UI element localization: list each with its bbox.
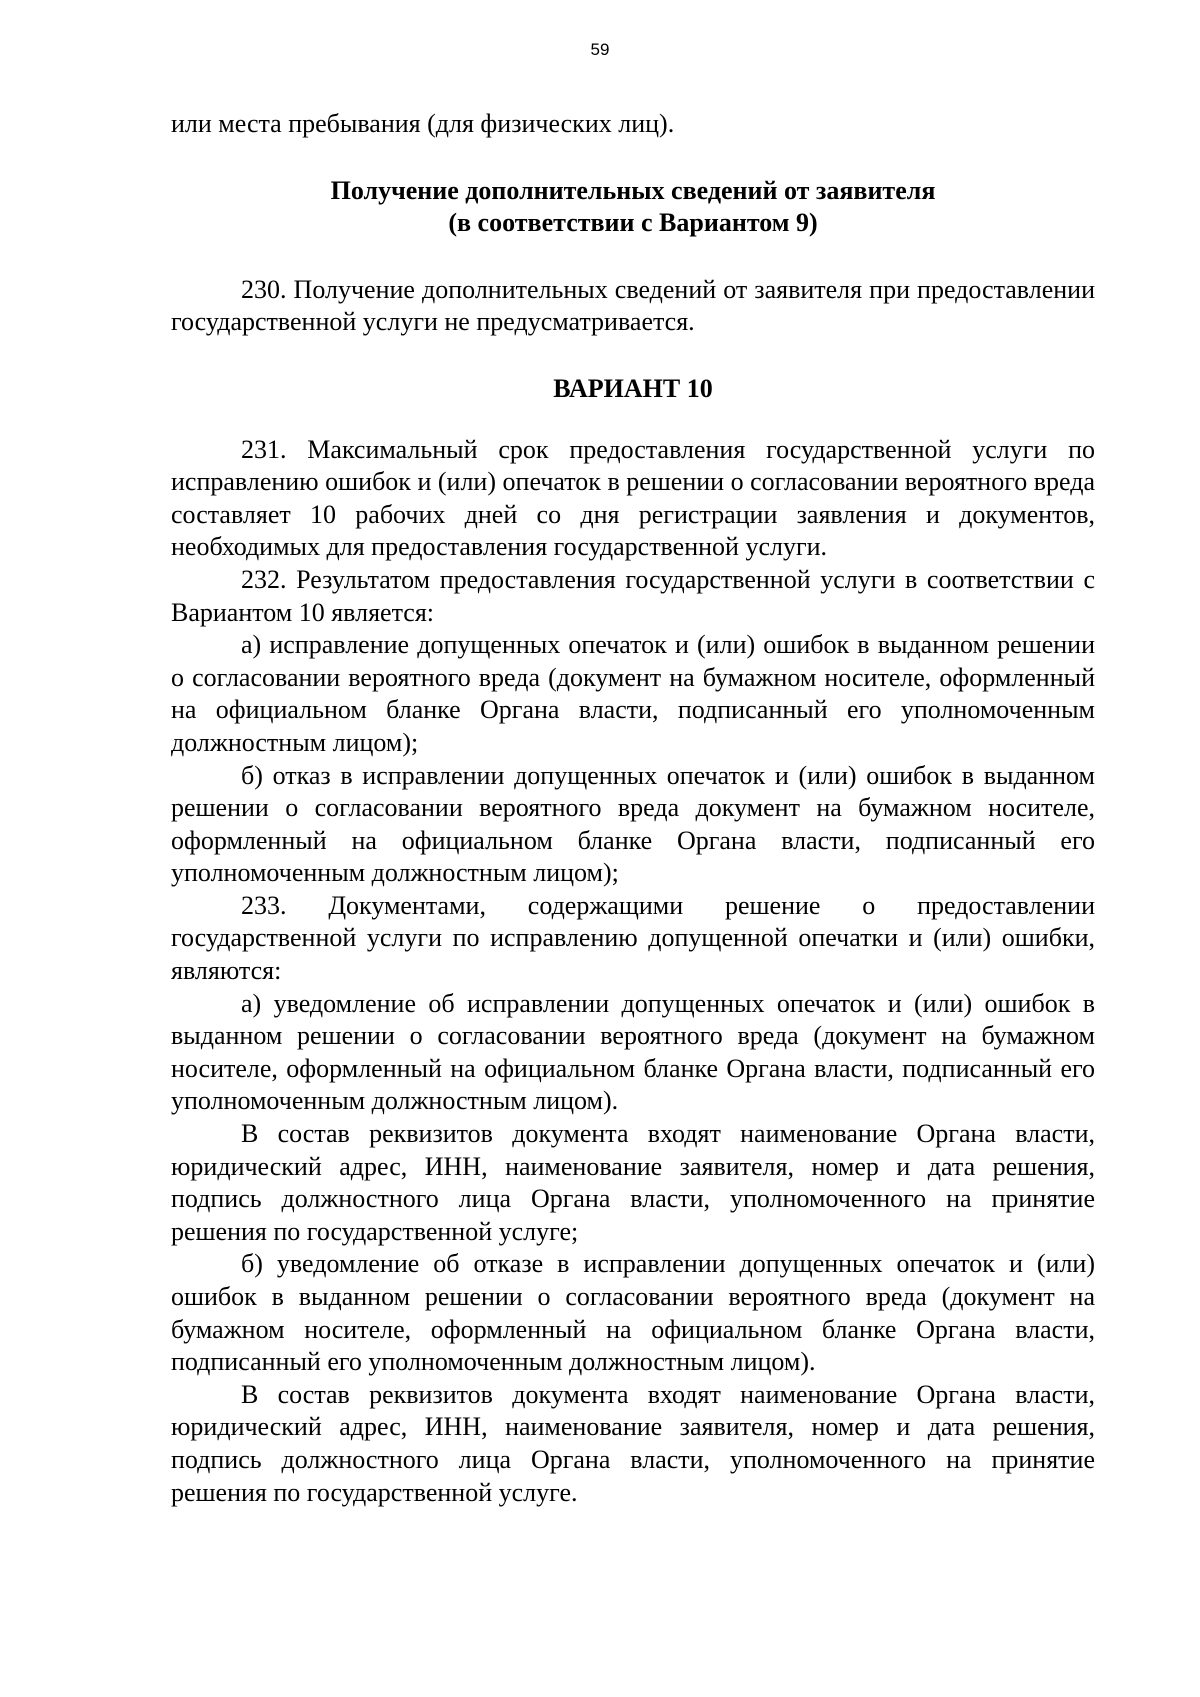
paragraph-intro: или места пребывания (для физических лиц). (171, 109, 675, 138)
document-body (171, 108, 1095, 1509)
paragraph-231: 231. Максимальный срок предоставления государственной услуги по исправлению ошибок и (или) опечаток в решении о согласовании вероятного вреда составляет 10 рабочих дней со дня регистрации заявления и документов, необходимых для предоставления государственной услуги. (171, 434, 1095, 562)
paragraph-232: 232. Результатом предоставления государственной услуги в соответствии с Вариантом 10 является: (171, 564, 1095, 627)
paragraph-233: 233. Документами, содержащими решение о предоставлении государственной услуги по исправлению допущенной опечатки и (или) ошибки, являются: (171, 890, 1095, 986)
paragraph-230: 230. Получение дополнительных сведений от заявителя при предоставлении государственной услуги не предусматривается. (171, 274, 1095, 337)
heading-line-1: Получение дополнительных сведений от заявителя (330, 175, 936, 205)
paragraph-233-a: а) уведомление об исправлении допущенных опечаток и (или) ошибок в выданном решении о согласовании вероятного вреда (документ на бумажном носителе, оформленный на официальном бланке Органа власти, подписанный его уполномоченным должностным лицом). (171, 988, 1095, 1116)
paragraph-232-b: б) отказ в исправлении допущенных опечаток и (или) ошибок в выданном решении о согласовании вероятного вреда документ на бумажном носителе, оформленный на официальном бланке Органа власти, подписанный его уполномоченным должностным лицом); (171, 760, 1095, 888)
page-number: 59 (590, 40, 610, 59)
section-heading-variant-10: ВАРИАНТ 10 (553, 373, 713, 403)
section-heading-additional-info (171, 175, 1095, 240)
paragraph-233-b: б) уведомление об отказе в исправлении допущенных опечаток и (или) ошибок в выданном решении о согласовании вероятного вреда (документ на бумажном носителе, оформленный на официальном бланке Органа власти, подписанный его уполномоченным должностным лицом). (171, 1249, 1095, 1377)
heading-line-2: (в соответствии с Вариантом 9) (448, 208, 818, 238)
paragraph-233-a-requisites: В состав реквизитов документа входят наименование Органа власти, юридический адрес, ИНН, наименование заявителя, номер и дата решения, подпись должностного лица Органа власти, уполномоченного на принятие решения по государственной услуге; (171, 1119, 1095, 1246)
paragraph-233-b-requisites: В состав реквизитов документа входят наименование Органа власти, юридический адрес, ИНН, наименование заявителя, номер и дата решения, подпись должностного лица Органа власти, уполномоченного на принятие решения по государственной услуге. (171, 1379, 1095, 1507)
paragraph-232-a: а) исправление допущенных опечаток и (или) ошибок в выданном решении о согласовании вероятного вреда (документ на бумажном носителе, оформленный на официальном бланке Органа власти, подписанный его уполномоченным должностным лицом); (171, 630, 1095, 757)
